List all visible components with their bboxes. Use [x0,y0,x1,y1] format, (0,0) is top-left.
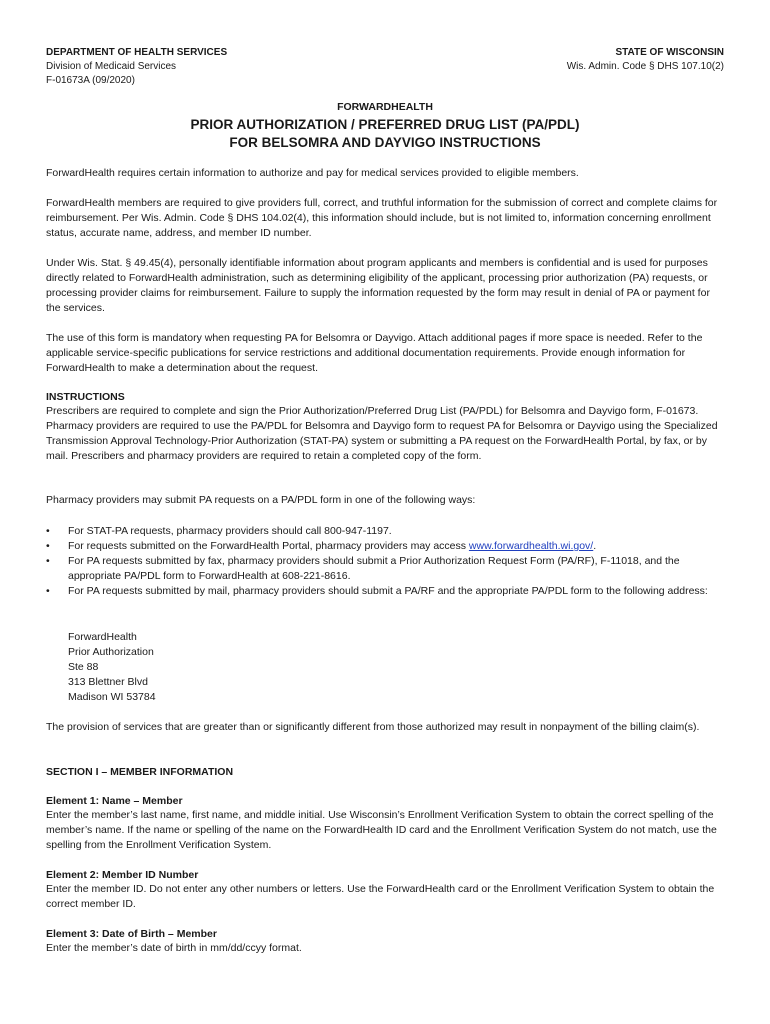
intro-paragraph-1: ForwardHealth requires certain information to authorize and pay for medical services provided to eligible members. [46,167,579,179]
submission-methods-list [46,524,726,599]
intro-paragraph-2: ForwardHealth members are required to give providers full, correct, and truthful information for the submission of correct and complete claims for reimbursement. Per Wis. Admin. Code § DHS 104.02(4), this information should include, but is not limited to, information concerning enrollment status, accurate name, address, and member ID number. [46,197,718,239]
list-item [46,524,726,539]
address-line: Ste 88 [68,661,99,673]
division-name: Division of Medicaid Services [46,61,177,72]
element-1-text: Enter the member’s last name, first name, and middle initial. Use Wisconsin’s Enrollment Verification System to obtain the correct spelling of the member’s name. If the name or spelling of the name on the ForwardHealth ID card and the Enrollment Verification System do not match, use the spelling from the Enrollment Verification System. [46,809,717,851]
list-item [46,554,726,584]
provision-paragraph: The provision of services that are greater than or significantly different from those authorized may result in nonpayment of the billing claim(s). [46,721,700,733]
section-1-heading: SECTION I – MEMBER INFORMATION [46,766,234,778]
portal-text: For requests submitted on the ForwardHealth Portal, pharmacy providers may access [68,540,469,552]
list-item [46,584,726,599]
list-item [46,539,726,554]
element-3-title: Element 3: Date of Birth – Member [46,928,217,940]
header-left [46,46,227,88]
portal-text-end: . [593,540,597,552]
address-line: Prior Authorization [68,646,154,658]
header-right [567,46,724,74]
document-body [46,166,726,966]
instructions-heading: INSTRUCTIONS [46,391,125,403]
mail-text: For PA requests submitted by mail, pharmacy providers should submit a PA/RF and the appropriate PA/PDL form to the following address: [68,585,708,597]
admin-code: Wis. Admin. Code § DHS 107.10(2) [566,61,724,72]
form-number: F-01673A (09/2020) [46,75,135,86]
element-1-title: Element 1: Name – Member [46,795,183,807]
department-name: DEPARTMENT OF HEALTH SERVICES [46,47,228,58]
stat-pa-text: For STAT-PA requests, pharmacy providers should call 800-947-1197. [68,525,392,537]
program-name: FORWARDHEALTH [337,101,433,113]
fax-text: For PA requests submitted by fax, pharmacy providers should submit a Prior Authorization Request Form (PA/RF), F-11018, and the appropriate PA/PDL form to ForwardHealth at 608-221-8616. [68,555,680,582]
page-subtitle: FOR BELSOMRA AND DAYVIGO INSTRUCTIONS [229,135,541,150]
page-title: PRIOR AUTHORIZATION / PREFERRED DRUG LIST (PA/PDL) [190,117,580,132]
address-line: 313 Blettner Blvd [68,676,148,688]
intro-paragraph-4: The use of this form is mandatory when requesting PA for Belsomra or Dayvigo. Attach additional pages if more space is needed. Refer to the applicable service-specific publications for service restrictions and additional documentation requirements. Provide enough information for ForwardHealth to make a determination about the request. [46,332,703,374]
ways-intro: Pharmacy providers may submit PA requests on a PA/PDL form in one of the following ways: [46,494,476,506]
intro-paragraph-3: Under Wis. Stat. § 49.45(4), personally identifiable information about program applicants and members is confidential and is used for purposes directly related to ForwardHealth administration, such as determining eligibility of the applicant, processing prior authorization (PA) requests, or processing provider claims for reimbursement. Failure to supply the information requested by the form may result in denial of PA or payment for the services. [46,257,710,314]
element-2-text: Enter the member ID. Do not enter any other numbers or letters. Use the ForwardHealth card or the Enrollment Verification System to obtain the correct member ID. [46,883,715,910]
address-line: Madison WI 53784 [68,691,156,703]
element-3-text: Enter the member’s date of birth in mm/dd/ccyy format. [46,942,302,954]
mailing-address [68,630,468,705]
element-2-title: Element 2: Member ID Number [46,869,199,881]
forwardhealth-link[interactable]: www.forwardhealth.wi.gov/ [468,540,594,552]
state-name: STATE OF WISCONSIN [615,47,724,58]
instructions-paragraph: Prescribers are required to complete and sign the Prior Authorization/Preferred Drug List (PA/PDL) for Belsomra and Dayvigo form, F-01673. Pharmacy providers are required to use the PA/PDL for Belsomra and Dayvigo form to request PA for Belsomra or Dayvigo using the Specialized Transmission Approval Technology-Prior Authorization (STAT-PA) system or submitting a PA request on the ForwardHealth Portal, by fax, or by mail. Prescribers and pharmacy providers are required to retain a completed copy of the form. [46,405,718,462]
address-line: ForwardHealth [68,631,137,643]
